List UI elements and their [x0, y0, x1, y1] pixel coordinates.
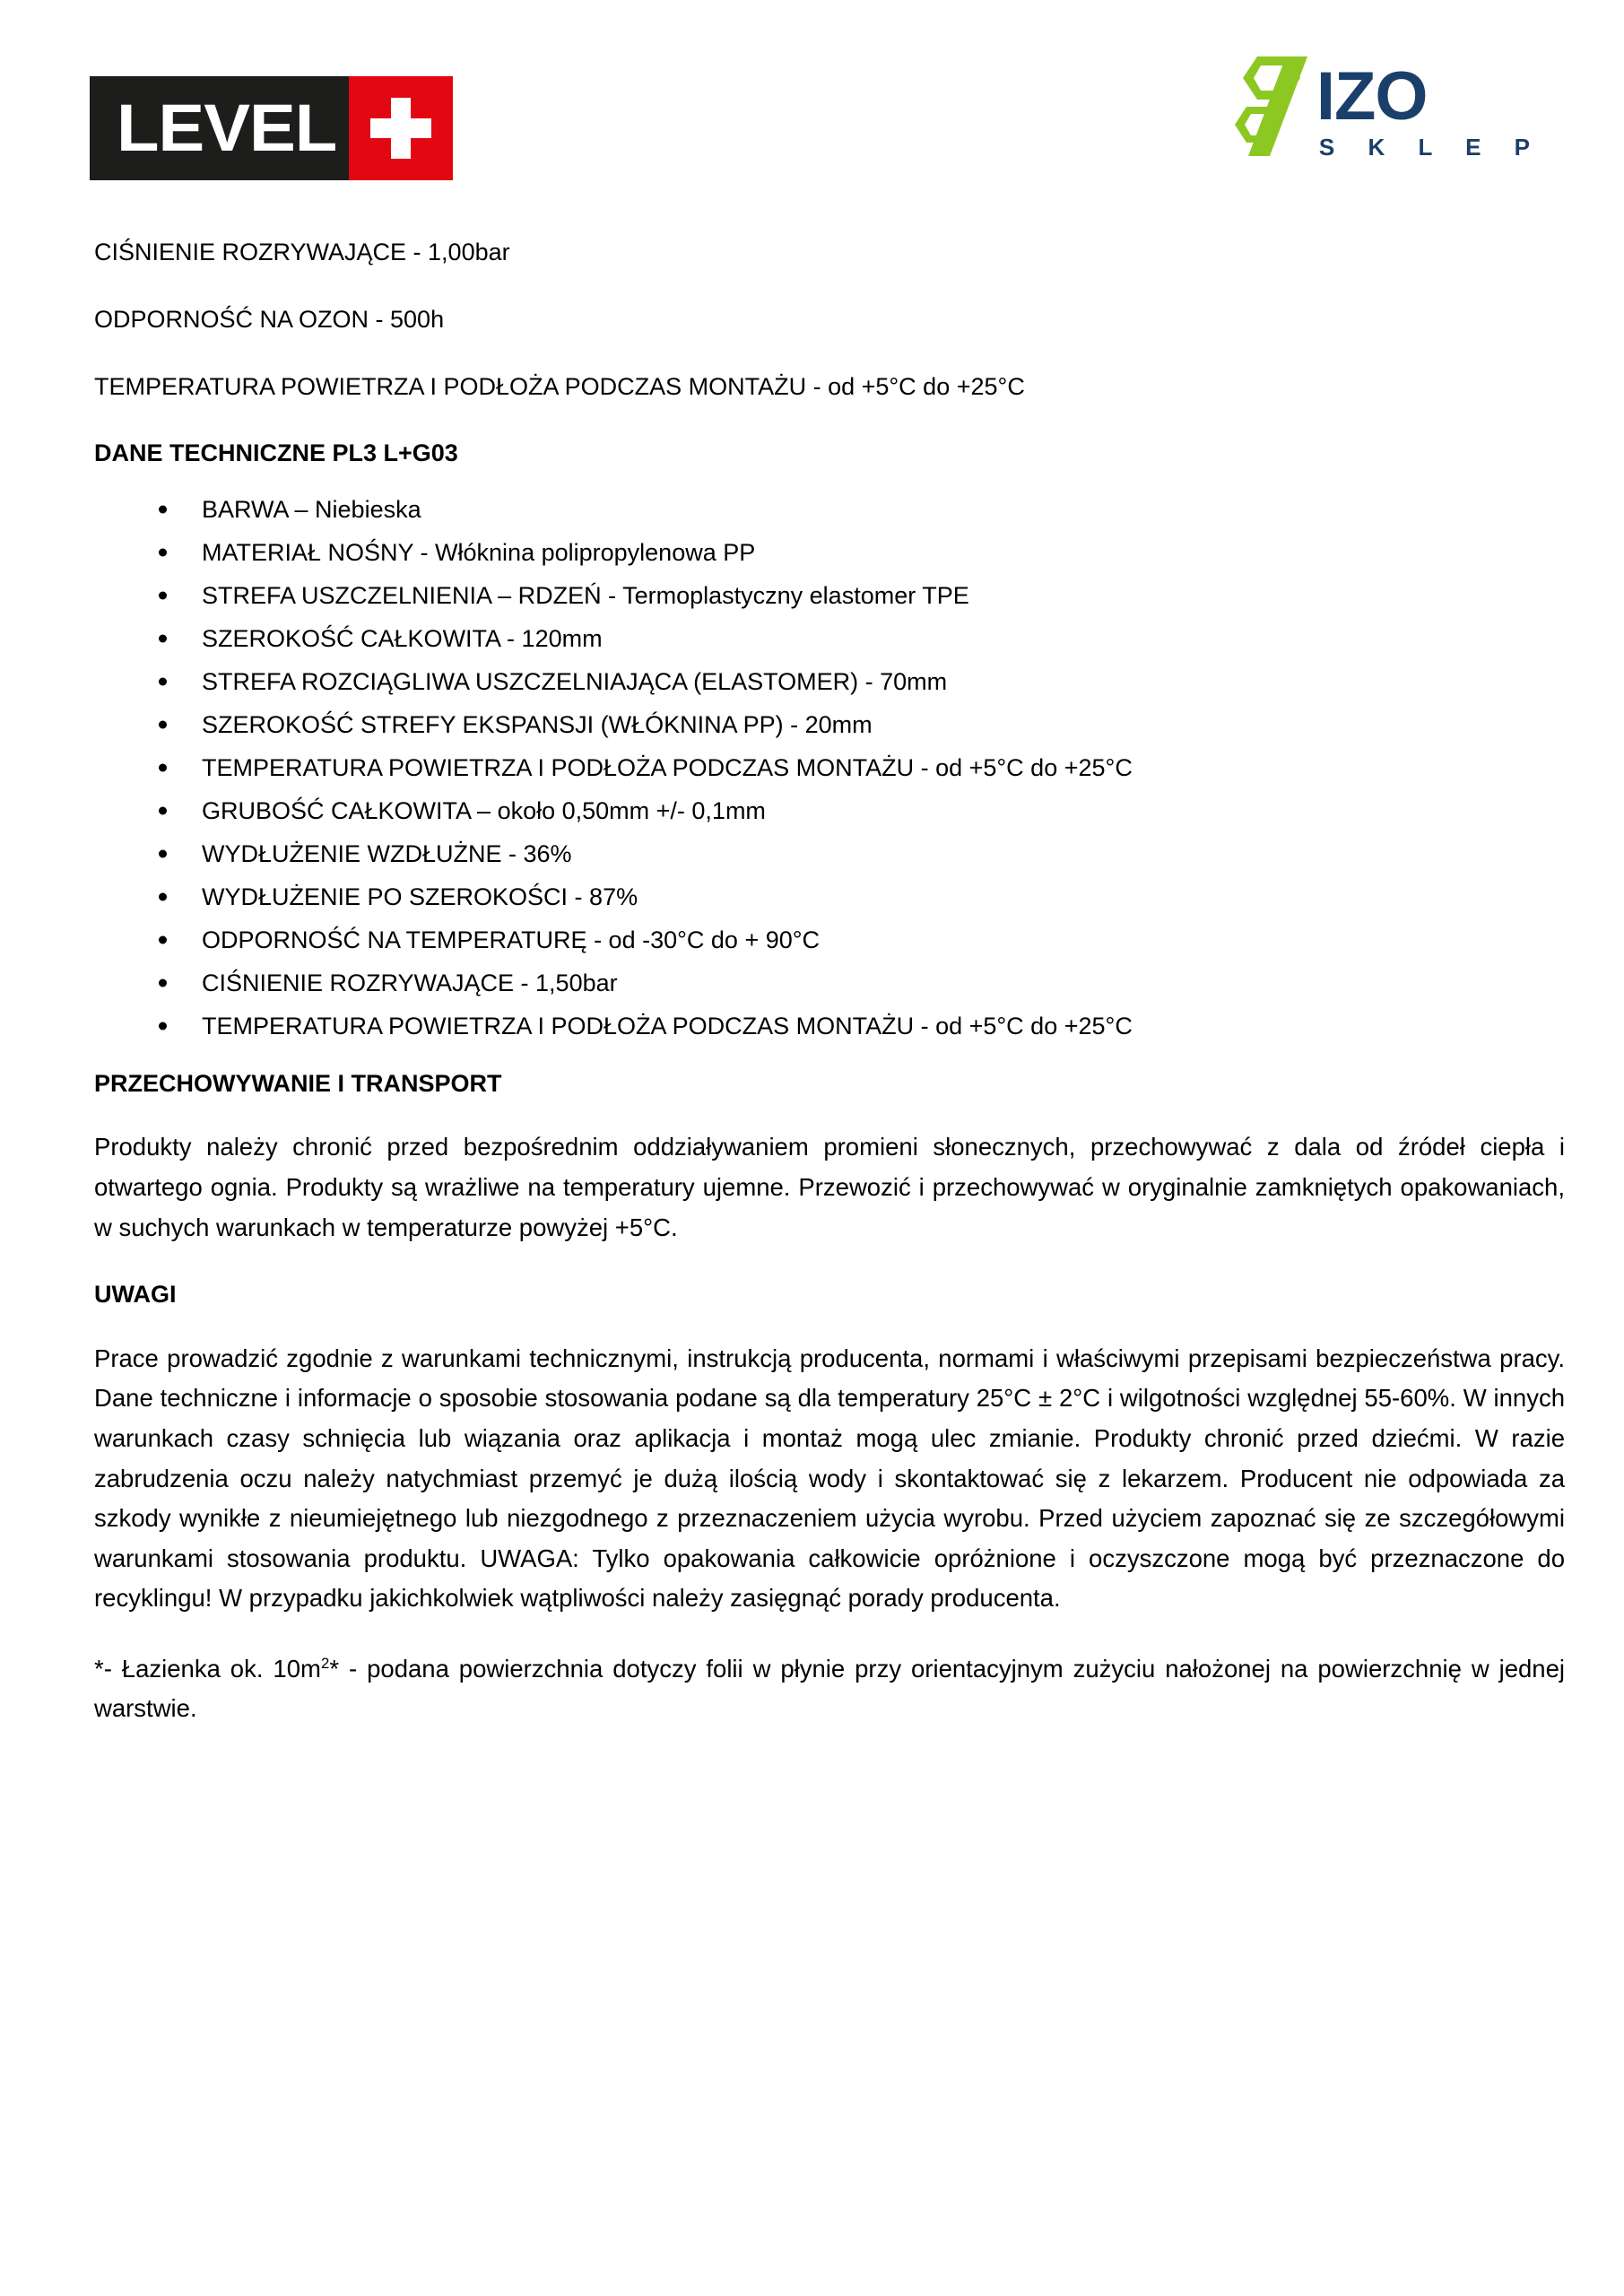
section-heading-notes: UWAGI: [94, 1281, 177, 1309]
list-item-label: SZEROKOŚĆ STREFY EKSPANSJI (WŁÓKNINA PP) - 20mm: [202, 710, 873, 738]
izo-logo-subtitle: S K L E P: [1318, 133, 1543, 161]
level-logo-box: [90, 76, 349, 180]
level-plus-logo: [90, 76, 453, 180]
list-item: [94, 928, 1565, 952]
intro-line-ozone-resistance: ODPORNOŚĆ NA OZON - 500h: [94, 305, 445, 333]
bullet-icon: [159, 893, 167, 901]
footnote-prefix: *- Łazienka ok. 10m: [94, 1654, 321, 1683]
bullet-icon: [159, 549, 167, 557]
bullet-icon: [159, 936, 167, 944]
list-item-label: TEMPERATURA POWIETRZA I PODŁOŻA PODCZAS MONTAŻU - od +5°C do +25°C: [202, 1012, 1133, 1039]
notes-paragraph: Prace prowadzić zgodnie z warunkami technicznymi, instrukcją producenta, normami i właściwymi przepisami bezpieczeństwa pracy. Dane techniczne i informacje o sposobie stosowania podane są dla temperatury 25°C ± 2°C i wilgotności względnej 55-60%. W innych warunkach czasy schnięcia lub wiązania oraz aplikacja i montaż mogą ulec zmianie. Produkty chronić przed dziećmi. W razie zabrudzenia oczu należy natychmiast przemyć je dużą ilością wody i skontaktować się z lekarzem. Producent nie odpowiada za szkody wynikłe z nieumiejętnego lub niezgodnego z przeznaczeniem użycia wyrobu. Przed użyciem zapoznać się ze szczegółowymi warunkami stosowania produktu. UWAGA: Tylko opakowania całkowicie opróżnione i oczyszczone mogą być przeznaczone do recyklingu! W przypadku jakichkolwiek wątpliwości należy zasięgnąć porady producenta.: [94, 1344, 1565, 1613]
izo-logo-text: [1316, 49, 1543, 161]
izo-sklep-logo: [1230, 49, 1543, 161]
list-item: [94, 667, 1565, 695]
list-item-label: WYDŁUŻENIE PO SZEROKOŚCI - 87%: [202, 883, 638, 910]
list-item-label: CIŚNIENIE ROZRYWAJĄCE - 1,50bar: [202, 969, 618, 996]
bullet-icon: [159, 592, 167, 600]
list-item: [94, 839, 1565, 867]
list-item-label: STREFA USZCZELNIENIA – RDZEŃ - Termoplastyczny elastomer TPE: [202, 581, 969, 609]
list-item: [94, 624, 1565, 652]
section-heading-technical-data: DANE TECHNICZNE PL3 L+G03: [94, 439, 458, 466]
izo-logo-wordmark: IZO: [1316, 58, 1428, 135]
list-item-label: SZEROKOŚĆ CAŁKOWITA - 120mm: [202, 624, 603, 652]
bullet-icon: [159, 979, 167, 987]
bullet-icon: [159, 850, 167, 858]
intro-line-install-temperature: TEMPERATURA POWIETRZA I PODŁOŻA PODCZAS MONTAŻU - od +5°C do +25°C: [94, 372, 1025, 400]
bullet-icon: [159, 721, 167, 729]
footnote-paragraph: [94, 1649, 1565, 1729]
list-item-label: WYDŁUŻENIE WZDŁUŻNE - 36%: [202, 839, 572, 867]
bullet-icon: [159, 807, 167, 815]
list-item: [94, 495, 1565, 523]
document-header: [0, 0, 1624, 215]
list-item: [94, 885, 1565, 909]
list-item: [94, 581, 1565, 609]
document-body: [94, 235, 1565, 1760]
plus-vertical-bar: [391, 98, 411, 159]
level-logo-wordmark: LEVEL: [117, 91, 337, 165]
list-item-label: BARWA – Niebieska: [202, 495, 421, 523]
intro-line-burst-pressure: CIŚNIENIE ROZRYWAJĄCE - 1,00bar: [94, 239, 510, 265]
list-item-label: ODPORNOŚĆ NA TEMPERATURĘ - od -30°C do + 90°C: [202, 926, 821, 953]
list-item: [94, 753, 1565, 781]
list-item: [94, 796, 1565, 824]
list-item-label: STREFA ROZCIĄGLIWA USZCZELNIAJĄCA (ELASTOMER) - 70mm: [202, 667, 948, 695]
list-item-label: MATERIAŁ NOŚNY - Włóknina polipropylenowa PP: [202, 538, 756, 566]
footnote-superscript: 2: [320, 1654, 330, 1672]
bullet-icon: [159, 678, 167, 686]
bullet-icon: [159, 1022, 167, 1031]
list-item: [94, 538, 1565, 566]
list-item-label: GRUBOŚĆ CAŁKOWITA – około 0,50mm +/- 0,1mm: [202, 796, 766, 824]
section-heading-storage-transport: PRZECHOWYWANIE I TRANSPORT: [94, 1069, 502, 1097]
technical-data-list: [94, 495, 1565, 1039]
bullet-icon: [159, 506, 167, 514]
list-item: [94, 971, 1565, 996]
list-item-label: TEMPERATURA POWIETRZA I PODŁOŻA PODCZAS MONTAŻU - od +5°C do +25°C: [202, 753, 1133, 781]
bullet-icon: [159, 764, 167, 772]
list-item: [94, 1014, 1565, 1039]
footnote-suffix: * - podana powierzchnia dotyczy folii w płynie przy orientacyjnym zużyciu nałożonej na powierzchnię w jednej warstwie.: [94, 1654, 1565, 1723]
storage-transport-paragraph: Produkty należy chronić przed bezpośrednim oddziaływaniem promieni słonecznych, przechowywać z dala od źródeł ciepła i otwartego ognia. Produkty są wrażliwe na temperatury ujemne. Przewozić i przechowywać w oryginalnie zamkniętych opakowaniach, w suchych warunkach w temperaturze powyżej +5°C.: [94, 1133, 1565, 1241]
hexagon-alpha-mark-icon: [1230, 55, 1313, 158]
bullet-icon: [159, 635, 167, 643]
swiss-cross-plus-icon: [349, 76, 453, 180]
list-item: [94, 710, 1565, 738]
